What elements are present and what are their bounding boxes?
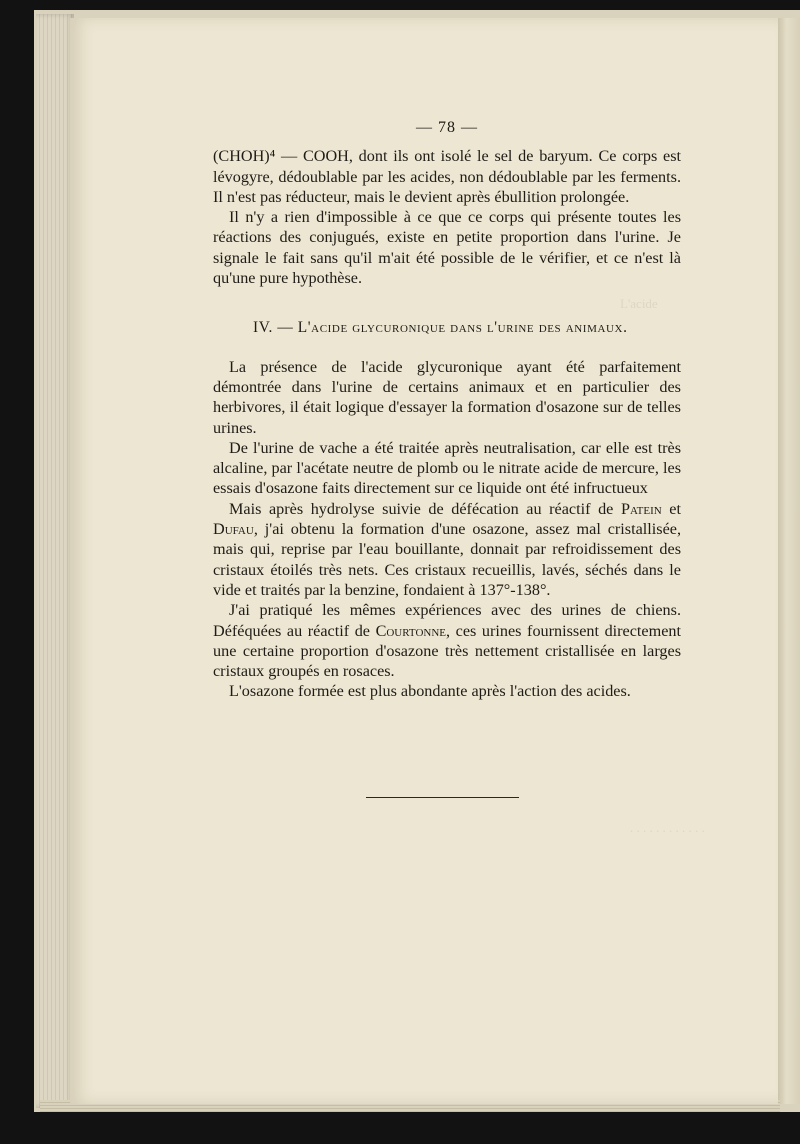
page-number: — 78 — — [416, 119, 478, 136]
text-run: , j'ai obtenu la formation d'une osazone, assez mal cristallisée, mais qui, reprise par l'eau bouillante, donnait par refroidissement des cristaux étoilés très nets. Ces cristaux recueillis, lavés, séchés dans le vide et traités par la benzine, fondaient à 137°-138°. — [213, 520, 681, 599]
author-name: Patein — [620, 499, 662, 518]
page-stack-left-edge — [36, 14, 74, 1108]
paragraph: L'osazone formée est plus abondante après l'action des acides. — [229, 682, 631, 701]
paragraph: De l'urine de vache a été traitée après neutralisation, car elle est très alcaline, par l'acétate neutre de plomb ou le nitrate acide de mercure, les essais d'osazone faits directement sur ce liquide ont été infructueux — [213, 438, 681, 498]
paragraph — [213, 499, 681, 600]
text-run: J'ai pratiqué les mêmes expériences avec des urines de chiens. Déféquées au réactif de — [213, 601, 681, 640]
bleed-through-text: L'acide — [620, 296, 658, 311]
text-run: et — [661, 499, 681, 518]
author-name: Dufau — [213, 520, 254, 539]
text-run: , ces urines fournissent directement une certaine proportion d'osazone très nettement cristallisée en larges cristaux groupés en rosaces. — [213, 621, 681, 681]
page-stack-right-edge — [776, 18, 800, 1104]
paragraph — [213, 600, 681, 681]
bleed-through-text: . . . . . . . . . . . . — [630, 820, 705, 835]
text-run: Mais après hydrolyse suivie de défécation au réactif de — [229, 499, 621, 518]
section-end-rule — [366, 797, 519, 798]
paragraph: La présence de l'acide glycuronique ayant été parfaitement démontrée dans l'urine de certains animaux et en particulier des herbivores, il était logique d'essayer la formation d'osazone sur de telles urines. — [213, 357, 681, 437]
section-heading: IV. — L'acide glycuronique dans l'urine des animaux. — [253, 319, 628, 337]
page-text — [213, 118, 681, 702]
paragraph: Il n'y a rien d'impossible à ce que ce corps qui présente toutes les réactions des conjugués, existe en petite proportion dans l'urine. Je signale le fait sans qu'il m'ait été possible de le vérifier, et ce n'est là qu'une pure hypothèse. — [213, 208, 681, 288]
author-name: Courtonne — [375, 621, 446, 640]
paragraph: (CHOH)⁴ — COOH, dont ils ont isolé le sel de baryum. Ce corps est lévogyre, dédoublable par les acides, non dédoublable par les ferments. Il n'est pas réducteur, mais le devient après ébullition prolongée. — [213, 147, 681, 206]
